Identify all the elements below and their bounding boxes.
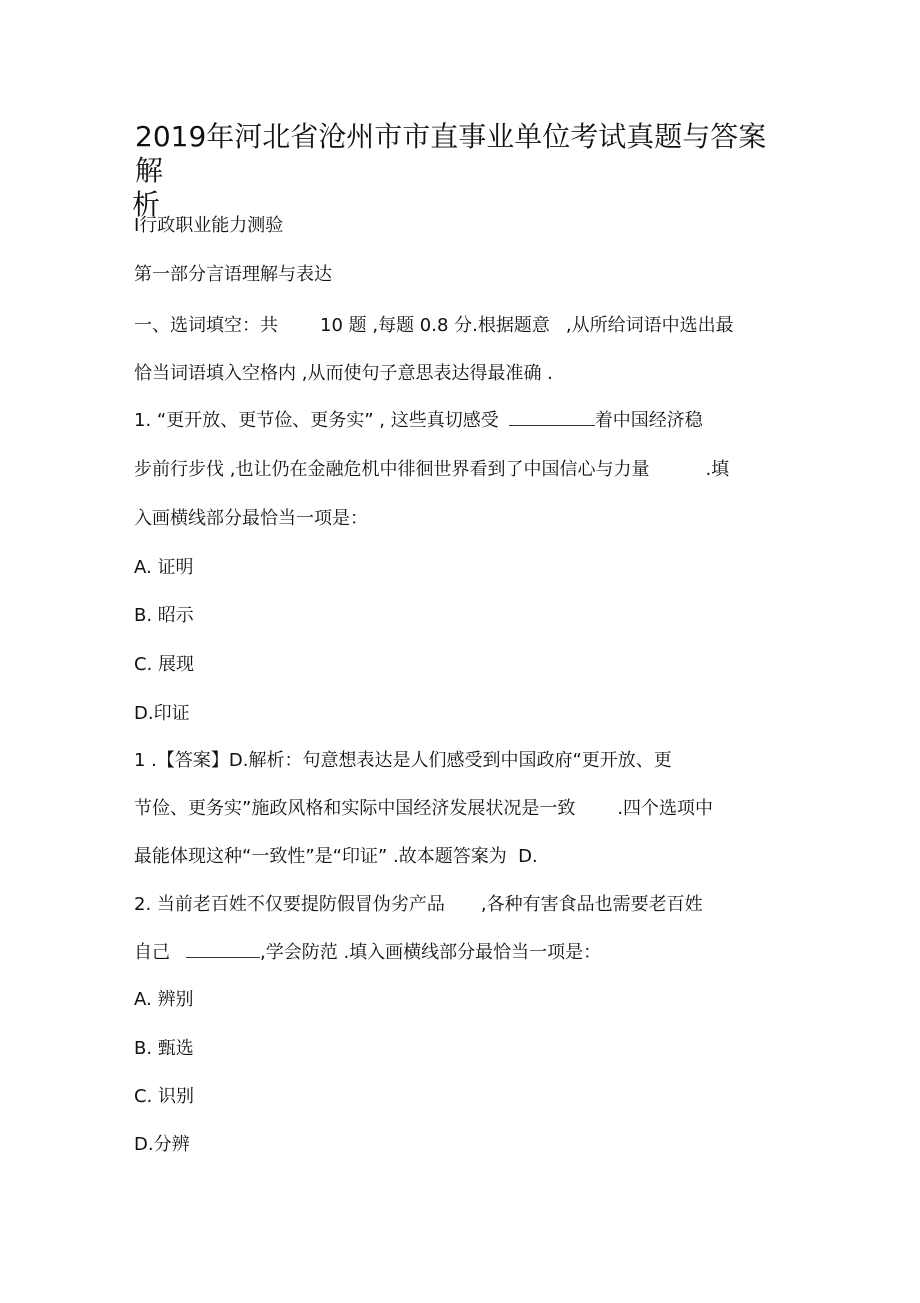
question-text: 步前行步伐 ,也让仍在金融危机中徘徊世界看到了中国信心与力量	[134, 459, 650, 480]
question-text: ,各种有害食品也需要老百姓	[480, 894, 703, 915]
answer-text: .四个选项中	[617, 798, 714, 819]
question-text: 着中国经济稳	[594, 410, 703, 431]
part-heading: 第一部分言语理解与表达	[134, 264, 332, 285]
instruction-text: 一、选词填空：共	[134, 315, 278, 336]
question-1-option-a: A. 证明	[134, 557, 194, 578]
instruction-line-2: 恰当词语填入空格内 ,从而使句子意思表达得最准确 .	[134, 363, 553, 384]
answer-1-line-3: 最能体现这种“一致性”是“印证” .故本题答案为 D.	[134, 846, 538, 867]
question-1-option-c: C. 展现	[134, 654, 195, 675]
question-2-line-2	[134, 941, 601, 965]
answer-text: 节俭、更务实”施政风格和实际中国经济发展状况是一致	[134, 798, 576, 819]
instruction-line-1	[134, 314, 734, 338]
answer-blank	[509, 409, 595, 426]
question-1-line-1	[134, 409, 703, 433]
question-1-line-3: 入画横线部分最恰当一项是：	[134, 508, 368, 529]
title-line-2: 析	[132, 188, 161, 221]
answer-1-line-1: 1 .【答案】D.解析：句意想表达是人们感受到中国政府“更开放、更	[134, 750, 672, 771]
title-line-1: 2019年河北省沧州市市直事业单位考试真题与答案解	[135, 120, 767, 187]
answer-blank	[186, 941, 260, 958]
question-1-option-d: D.印证	[134, 703, 190, 724]
question-text: ,学会防范 .填入画横线部分最恰当一项是：	[260, 942, 602, 963]
question-2-option-a: A. 辨别	[134, 989, 194, 1010]
question-text: .填	[705, 459, 730, 480]
question-2-option-c: C. 识别	[134, 1086, 195, 1107]
instruction-text: ,从所给词语中选出最	[565, 315, 734, 336]
answer-1-line-2	[134, 797, 713, 821]
document-title	[132, 120, 792, 222]
question-2-option-d: D.分辨	[134, 1134, 190, 1155]
question-2-line-1	[134, 893, 703, 917]
question-1-line-2	[134, 458, 729, 482]
question-text: 自己	[134, 942, 170, 963]
question-1-option-b: B. 昭示	[134, 605, 194, 626]
section-heading: Ⅰ行政职业能力测验	[134, 215, 284, 236]
question-text: 1. “更开放、更节俭、更务实” , 这些真切感受	[134, 410, 499, 431]
question-text: 2. 当前老百姓不仅要提防假冒伪劣产品	[134, 894, 445, 915]
instruction-text: 10 题 ,每题 0.8 分.根据题意	[320, 315, 550, 336]
question-2-option-b: B. 甄选	[134, 1038, 194, 1059]
